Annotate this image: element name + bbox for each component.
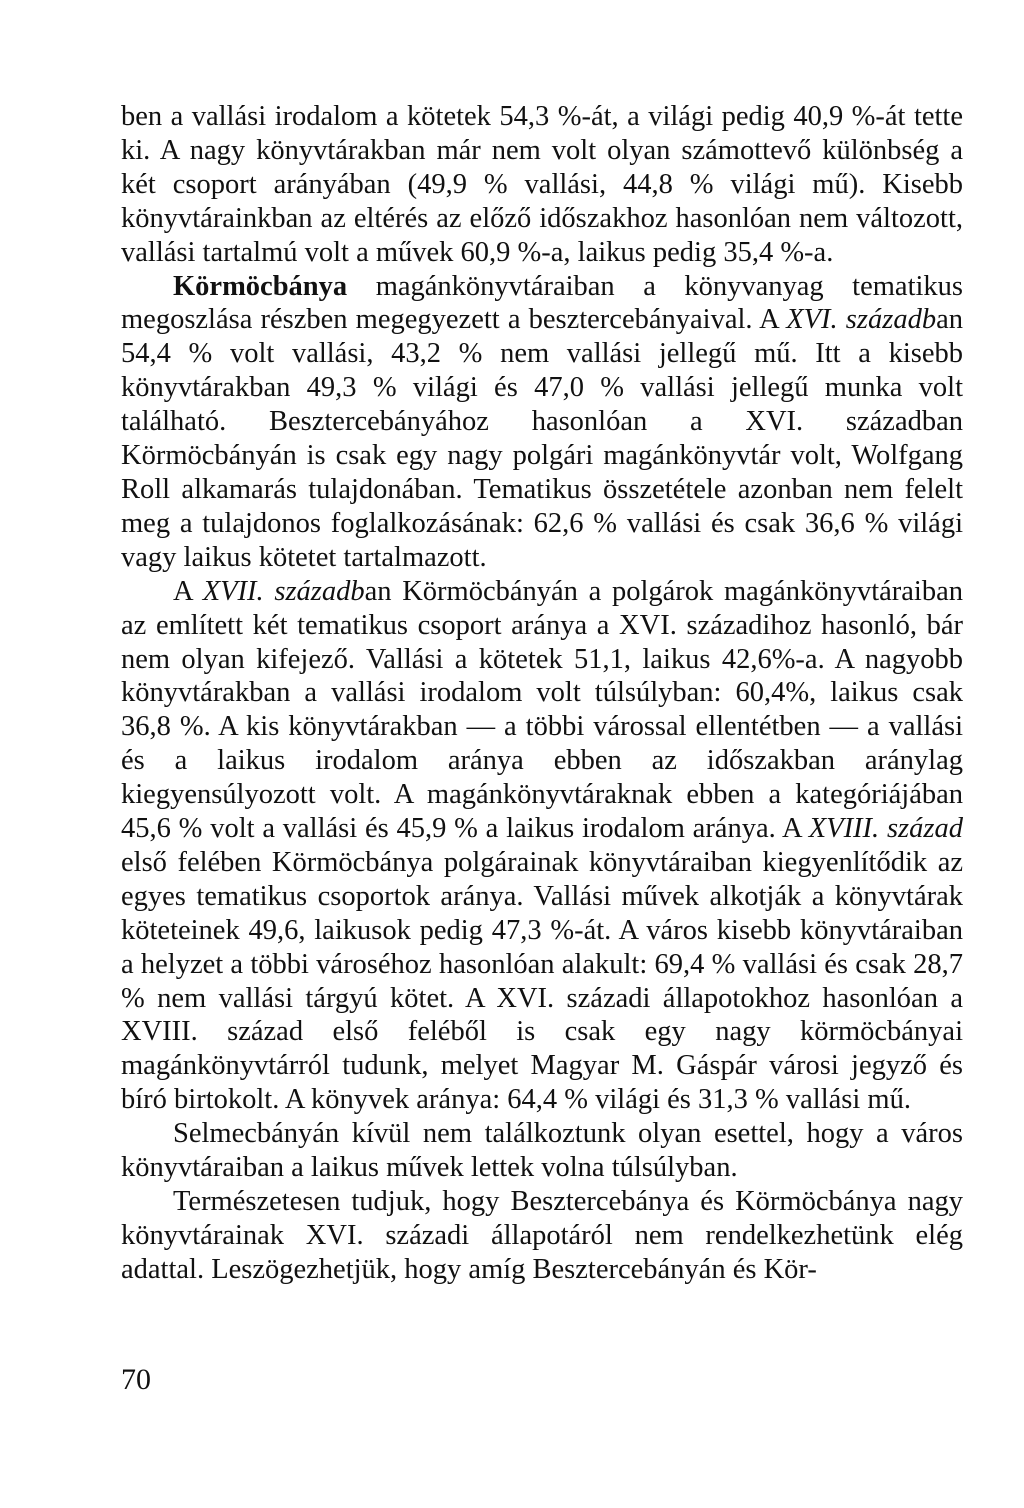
paragraph-1-text: ben a vallási irodalom a kötetek 54,3 %-át, a világi pedig 40,9 %-át tette ki. A nagy könyvtárakban már nem volt olyan számottevő különbség a két csoport arányában (49,9 % vallási, 44,8 % világi mű). Kisebb könyvtárainkban az eltérés az előző időszakhoz hasonlóan nem változott, vallási tartalmú volt a művek 60,9 %-a, laikus pedig 35,4 %-a. [121,101,963,268]
paragraph-2-bold-term: Körmöcbánya [173,270,348,302]
paragraph-3-italic-century-b: XVIII. század [808,813,963,845]
paragraph-3-text-b: an Körmöcbányán a polgárok magánkönyvtáraiban az említett két tematikus csoport aránya a XVI. századihoz hasonló, bár nem olyan kifejező. Vallási a kötetek 51,1, laikus 42,6%-a. A nagyobb könyvtárakban a vallási irodalom volt túlsúlyban: 60,4%, laikus csak 36,8 %. A kis könyvtárakban — a többi várossal ellentétben — a vallási és a laikus irodalom aránya ebben az időszakban aránylag kiegyensúlyozott volt. A magánkönyvtáraknak ebben a kategóriájában 45,6 % volt a vallási és 45,9 % a laikus irodalom aránya. A [121,575,963,845]
paragraph-2-text-a: magánkönyvtáraiban a könyvanyag tematikus megoszlása részben megegyezett a besztercebányaival. A [121,270,963,336]
page-body [121,100,963,1287]
paragraph-4 [121,1117,963,1185]
paragraph-5-text: Természetesen tudjuk, hogy Besztercebánya és Körmöcbánya nagy könyvtárainak XVI. századi állapotáról nem rendelkezhetünk elég adattal. Leszögezhetjük, hogy amíg Besztercebányán és Kör- [121,1186,963,1285]
paragraph-2-italic-century: XVI. századb [786,304,937,336]
paragraph-2-text-b: an 54,4 % volt vallási, 43,2 % nem vallási jellegű mű. Itt a kisebb könyvtárakban 49,3 % világi és 47,0 % vallási jellegű munka volt található. Besztercebányához hasonlóan a XVI. században Körmöcbányán is csak egy nagy polgári magánkönyvtár volt, Wolfgang Roll alkamarás tulajdonában. Tematikus összetétele azonban nem felelt meg a tulajdonos foglalkozásának: 62,6 % vallási és csak 36,6 % világi vagy laikus kötetet tartalmazott. [121,304,963,573]
paragraph-4-text: Selmecbányán kívül nem találkoztunk olyan esettel, hogy a város könyvtáraiban a laikus művek lettek volna túlsúlyban. [121,1118,963,1184]
paragraph-3-text-c: első felében Körmöcbánya polgárainak könyvtáraiban kiegyenlítődik az egyes tematikus csoportok aránya. Vallási művek alkotják a könyvtárak köteteinek 49,6, laikusok pedig 47,3 %-át. A város kisebb könyvtáraiban a helyzet a többi városéhoz hasonlóan alakult: 69,4 % vallási és csak 28,7 % nem vallási tárgyú kötet. A XVI. századi állapotokhoz hasonlóan a XVIII. század első feléből is csak egy nagy körmöcbányai magánkönyvtárról tudunk, melyet Magyar M. Gáspár városi jegyző és bíró birtokolt. A könyvek aránya: 64,4 % világi és 31,3 % vallási mű. [121,846,963,1116]
paragraph-5 [121,1185,963,1287]
paragraph-1 [121,100,963,270]
paragraph-3-italic-century-a: XVII. századb [202,575,365,607]
page-number: 70 [121,1363,151,1396]
paragraph-3 [121,575,963,1118]
paragraph-3-text-a: A [173,575,203,607]
paragraph-2 [121,270,963,575]
